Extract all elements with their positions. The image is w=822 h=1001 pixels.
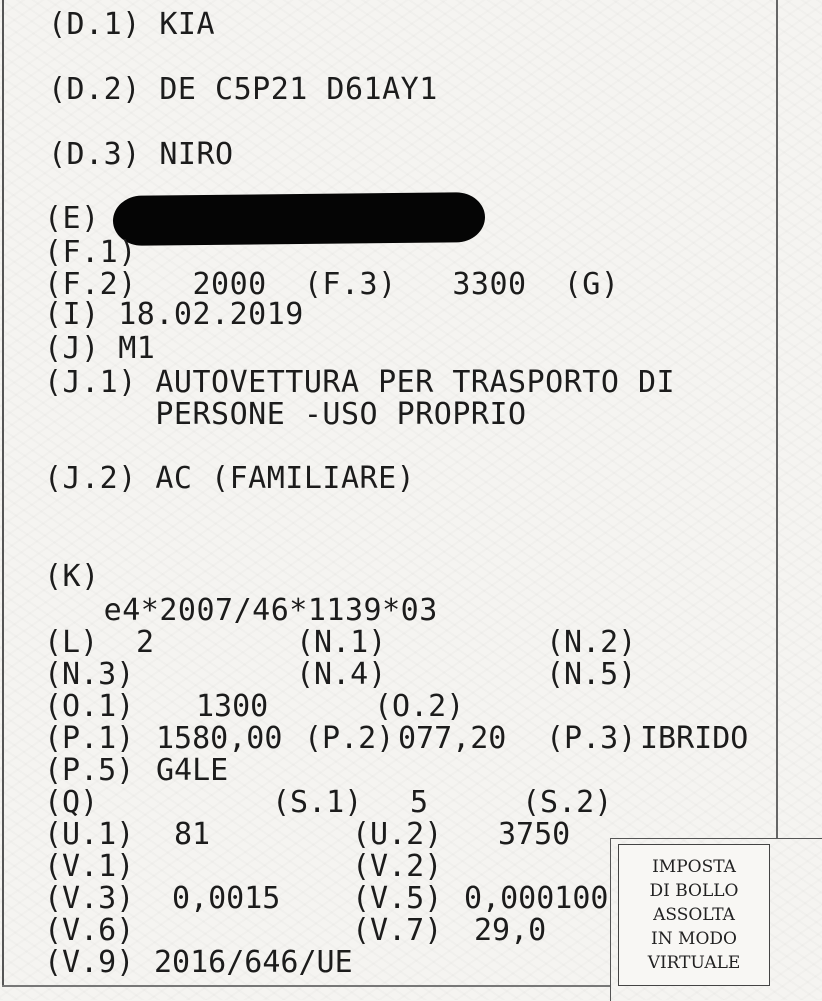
field-f1: (F.1) [44, 235, 137, 270]
field-p1-value: 1580,00 [156, 721, 283, 756]
field-j2: (J.2) AC (FAMILIARE) [44, 461, 416, 496]
bottom-border [2, 985, 610, 987]
field-v3-value: 0,0015 [172, 881, 281, 916]
field-s2-label: (S.2) [522, 785, 613, 820]
field-p5-value: G4LE [156, 753, 229, 788]
field-v1-label: (V.1) [44, 849, 135, 884]
left-border [2, 0, 4, 985]
stamp-line-2: DI BOLLO [649, 881, 739, 901]
field-j1-line1: (J.1) AUTOVETTURA PER TRASPORTO DI [44, 365, 676, 400]
field-v2-label: (V.2) [352, 849, 443, 884]
field-e-label: (E) [44, 201, 100, 236]
stamp-line-1: IMPOSTA [652, 857, 736, 877]
field-o1-label: (O.1) [44, 689, 135, 724]
field-l-label: (L) [44, 625, 99, 660]
field-q-label: (Q) [44, 785, 99, 820]
stamp-line-4: IN MODO [651, 929, 737, 949]
field-s1-value: 5 [410, 785, 429, 820]
field-u1-value: 81 [174, 817, 211, 852]
field-d1: (D.1) KIA [48, 7, 216, 42]
field-s1-label: (S.1) [272, 785, 363, 820]
field-v9-label: (V.9) [44, 945, 135, 980]
field-f2-row: (F.2) 2000 (F.3) 3300 (G) [44, 267, 620, 302]
field-v7-value: 29,0 [474, 913, 547, 948]
field-p5-label: (P.5) [44, 753, 135, 788]
field-n2-label: (N.2) [546, 625, 637, 660]
field-j: (J) M1 [44, 331, 156, 366]
field-k-value: e4*2007/46*1139*03 [48, 593, 438, 628]
field-d3: (D.3) NIRO [48, 137, 234, 172]
field-v9-value: 2016/646/UE [154, 945, 353, 980]
field-p2-value: 077,20 [398, 721, 507, 756]
stamp-line-3: ASSOLTA [653, 905, 735, 925]
field-u2-value: 3750 [498, 817, 571, 852]
field-p3-label: (P.3) [546, 721, 637, 756]
field-n3-label: (N.3) [44, 657, 135, 692]
field-p1-label: (P.1) [44, 721, 135, 756]
stamp-line-5: VIRTUALE [647, 953, 741, 973]
field-u2-label: (U.2) [352, 817, 443, 852]
tax-stamp [618, 844, 770, 986]
field-v6-label: (V.6) [44, 913, 135, 948]
field-o2-label: (O.2) [374, 689, 465, 724]
field-p3-value: IBRIDO [640, 721, 749, 756]
field-p2-label: (P.2) [304, 721, 395, 756]
field-v5-label: (V.5) [352, 881, 443, 916]
field-v7-label: (V.7) [352, 913, 443, 948]
field-o1-value: 1300 [196, 689, 269, 724]
field-i: (I) 18.02.2019 [44, 297, 304, 332]
field-u1-label: (U.1) [44, 817, 135, 852]
right-border [776, 0, 778, 838]
field-v3-label: (V.3) [44, 881, 135, 916]
field-d2: (D.2) DE C5P21 D61AY1 [48, 72, 438, 107]
field-v5-value: 0,000100 [464, 881, 609, 916]
field-l-value: 2 [136, 625, 155, 660]
field-k-label: (K) [44, 559, 100, 594]
field-n4-label: (N.4) [296, 657, 387, 692]
field-n1-label: (N.1) [296, 625, 387, 660]
field-n5-label: (N.5) [546, 657, 637, 692]
field-j1-line2: PERSONE -USO PROPRIO [44, 397, 527, 432]
redaction-mark [113, 192, 486, 246]
